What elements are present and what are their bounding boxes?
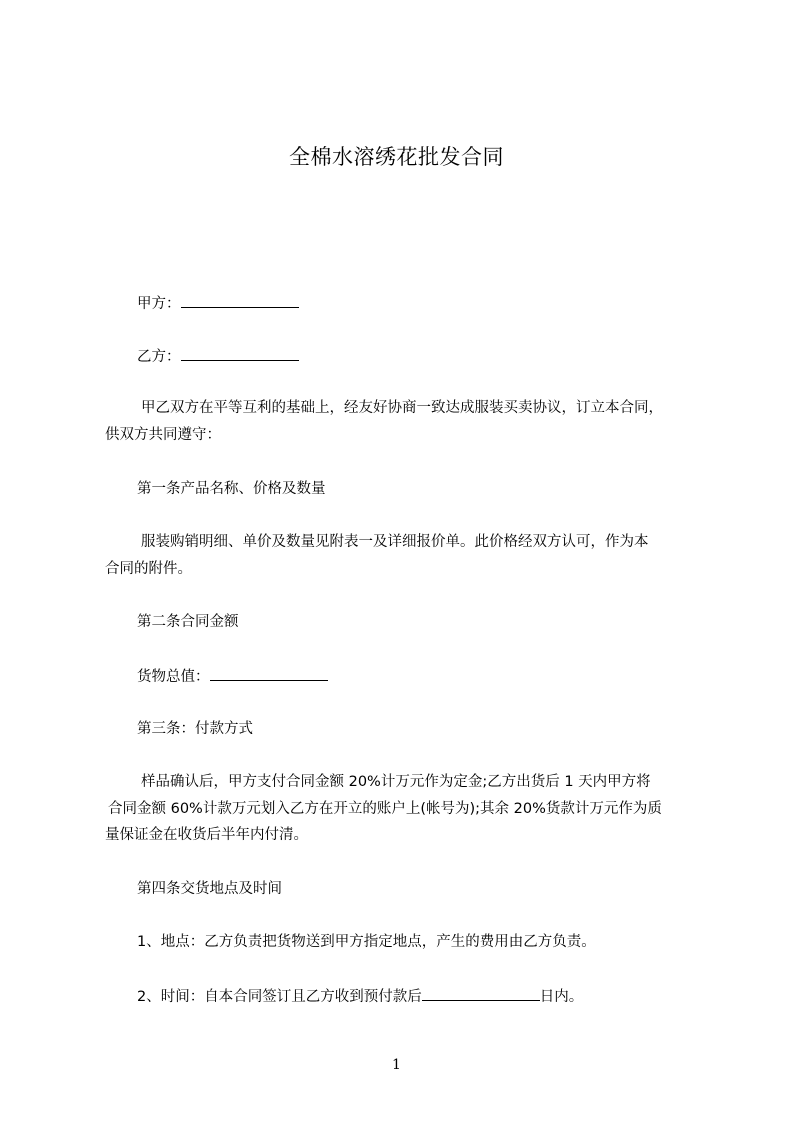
total-value-blank [210,665,328,681]
document-title: 全棉水溶绣花批发合同 [289,145,504,169]
total-value-label: 货物总值： [137,669,210,685]
party-b-blank [181,345,299,361]
article1-line-1: 服装购销明细、单价及数量见附表一及详细报价单。此价格经双方认可，作为本 [141,534,649,550]
article4-item-1: 1、地点：乙方负责把货物送到甲方指定地点，产生的费用由乙方负责。 [137,934,596,950]
article3-heading: 第三条：付款方式 [137,721,253,737]
intro-line-1: 甲乙双方在平等互利的基础上，经友好协商一致达成服装买卖协议，订立本合同， [141,400,663,416]
party-a-line [137,292,299,314]
article1-line-2: 合同的附件。 [105,561,192,577]
article4-heading: 第四条交货地点及时间 [137,881,282,897]
article1-heading: 第一条产品名称、价格及数量 [137,481,326,497]
article3-line-3: 量保证金在收货后半年内付清。 [105,827,308,843]
party-a-label: 甲方： [137,296,181,312]
article3-line-2: 合同金额 60%计款万元划入乙方在开立的账户上(帐号为);其余 20%货款计万元作为质 [108,801,662,817]
article3-line-1: 样品确认后，甲方支付合同金额 20%计万元作为定金;乙方出货后 1 天内甲方将 [141,774,651,790]
article4-item-2 [137,985,583,1007]
party-b-line [137,345,299,367]
article4-item-2-prefix: 2、时间：自本合同签订且乙方收到预付款后 [137,989,422,1005]
total-value-line [137,665,328,687]
party-b-label: 乙方： [137,349,181,365]
delivery-days-blank [422,985,540,1001]
article2-heading: 第二条合同金额 [137,614,239,630]
intro-line-2: 供双方共同遵守： [105,427,221,443]
party-a-blank [181,292,299,308]
page-number: 1 [392,1057,401,1073]
article4-item-2-suffix: 日内。 [539,989,584,1005]
